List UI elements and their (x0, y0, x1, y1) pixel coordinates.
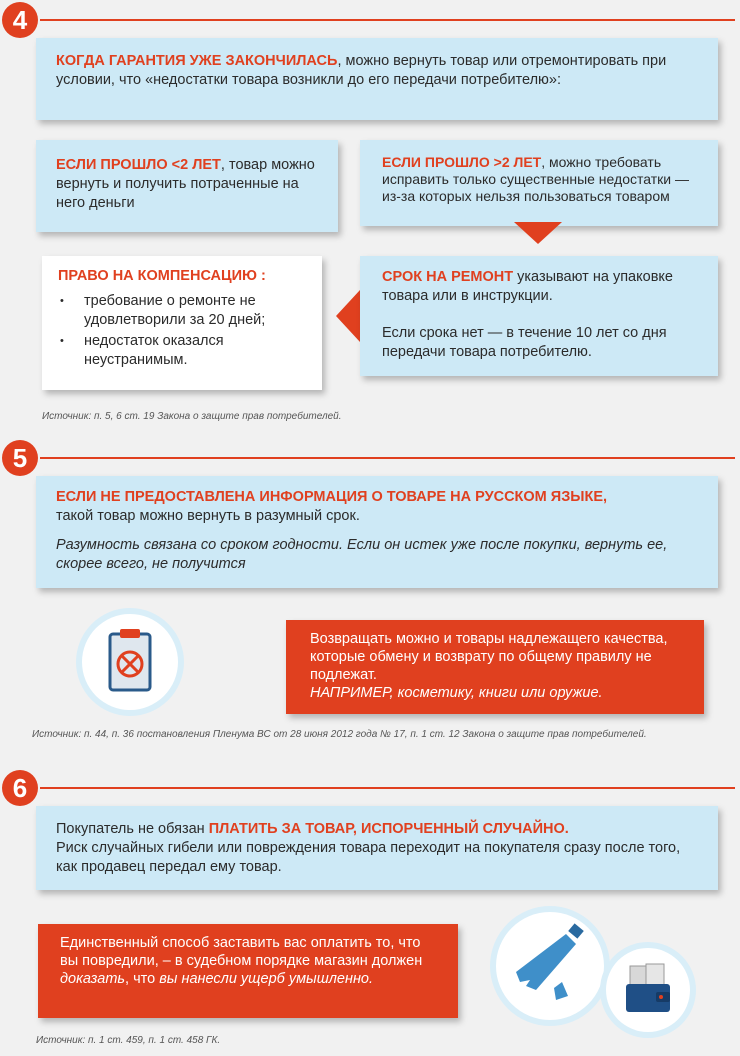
left-arrow-icon (336, 290, 360, 342)
s5-source: Источник: п. 44, п. 36 постановления Пленума ВС от 28 июня 2012 года № 17, п. 1 ст. 12 Закона о защите прав потребителей. (32, 729, 647, 740)
s4-compensation-list (58, 292, 306, 370)
s6-text (56, 820, 698, 877)
s4-repair-highlight: СРОК НА РЕМОНТ (382, 269, 514, 285)
s4-compensation-title: ПРАВО НА КОМПЕНСАЦИЮ : (58, 268, 266, 284)
s4-lt2-highlight: ЕСЛИ ПРОШЛО <2 ЛЕТ (56, 157, 221, 173)
list-item: • требование о ремонте не удовлетворили за 20 дней; (84, 292, 306, 330)
s6-red-box (38, 924, 458, 1018)
s4-repair-text (382, 268, 696, 306)
s4-gt2-highlight: ЕСЛИ ПРОШЛО >2 ЛЕТ (382, 154, 542, 170)
s5-italic: Разумность связана со сроком годности. Если он истек уже после покупки, вернуть ее, скорее всего, не получится (56, 537, 668, 572)
s4-repair-p2: Если срока нет — в течение 10 лет со дня передачи товара потребителю. (382, 325, 667, 360)
wallet-icon (606, 948, 690, 1032)
s4-source: Источник: п. 5, 6 ст. 19 Закона о защите прав потребителей. (42, 411, 342, 422)
s5-red-highlight: НАПРИМЕР (310, 685, 390, 701)
s6-source: Источник: п. 1 ст. 459, п. 1 ст. 458 ГК. (36, 1035, 221, 1046)
s5-info-box (36, 476, 718, 588)
clipboard-icon (82, 614, 178, 710)
s5-line2: такой товар можно вернуть в разумный срок. (56, 508, 360, 524)
s5-red-example (310, 685, 603, 701)
s4-intro-text (56, 52, 698, 90)
section-4-badge: 4 (2, 2, 38, 38)
s6-text-b: Риск случайных гибели или повреждения товара переходит на покупателя сразу после того, как продавец передал ему товар. (56, 840, 681, 875)
s6-red-b: , что (125, 971, 160, 987)
s4-repair-rest: указывают на упаковке товара или в инструкции. (382, 269, 673, 304)
s5-red-italic: , косметику, книги или оружие. (389, 685, 603, 701)
s5-red-main: Возвращать можно и товары надлежащего качества, которые обмену и возврату по общему правилу не подлежат. (310, 631, 668, 683)
s6-info-box (36, 806, 718, 890)
list-item: • недостаток оказался неустранимым. (84, 332, 306, 370)
s4-lt2-text (56, 156, 318, 213)
s6-red-italic-1: доказать (60, 971, 126, 987)
s4-lt2-rest: , товар можно вернуть и получить потраченные на него деньги (56, 157, 315, 211)
s6-broken-bottle-illustration (496, 912, 604, 1020)
s6-red-text (60, 934, 436, 988)
s6-highlight: ПЛАТИТЬ ЗА ТОВАР, ИСПОРЧЕННЫЙ СЛУЧАЙНО. (208, 821, 569, 837)
s4-gt2-box (360, 140, 718, 226)
s4-intro-highlight: КОГДА ГАРАНТИЯ УЖЕ ЗАКОНЧИЛАСЬ (56, 53, 338, 69)
s4-intro-box (36, 38, 718, 120)
section-6-rule (40, 787, 735, 789)
section-4-rule (40, 19, 735, 21)
s4-intro-rest: , можно вернуть товар или отремонтировать при условии, что «недостатки товара возникли до его передачи потребителю»: (56, 53, 667, 88)
s5-clipboard-illustration (82, 614, 178, 710)
s5-red-box (286, 620, 704, 714)
s6-wallet-illustration (606, 948, 690, 1032)
s6-text-a: Покупатель не обязан (56, 821, 209, 837)
section-5-rule (40, 457, 735, 459)
s4-repair-box (360, 256, 718, 376)
section-6-badge: 6 (2, 770, 38, 806)
s6-red-a: Единственный способ заставить вас оплатить то, что вы повредили, – в судебном порядке магазин должен (60, 935, 423, 969)
s4-compensation-box (42, 256, 322, 390)
down-arrow-icon (514, 222, 562, 244)
s6-red-italic-2: вы нанесли ущерб умышленно. (159, 971, 374, 987)
s5-highlight: ЕСЛИ НЕ ПРЕДОСТАВЛЕНА ИНФОРМАЦИЯ О ТОВАРЕ НА РУССКОМ ЯЗЫКЕ, (56, 489, 608, 505)
s4-gt2-text (382, 154, 696, 205)
section-5-badge: 5 (2, 440, 38, 476)
s5-hl (56, 488, 698, 507)
s5-red-text (310, 630, 680, 702)
broken-bottle-icon (496, 912, 604, 1020)
s4-lt2-box (36, 140, 338, 232)
s4-gt2-rest: , можно требовать исправить только существенные недостатки — из-за которых нельзя пользоваться товаром (382, 154, 689, 204)
